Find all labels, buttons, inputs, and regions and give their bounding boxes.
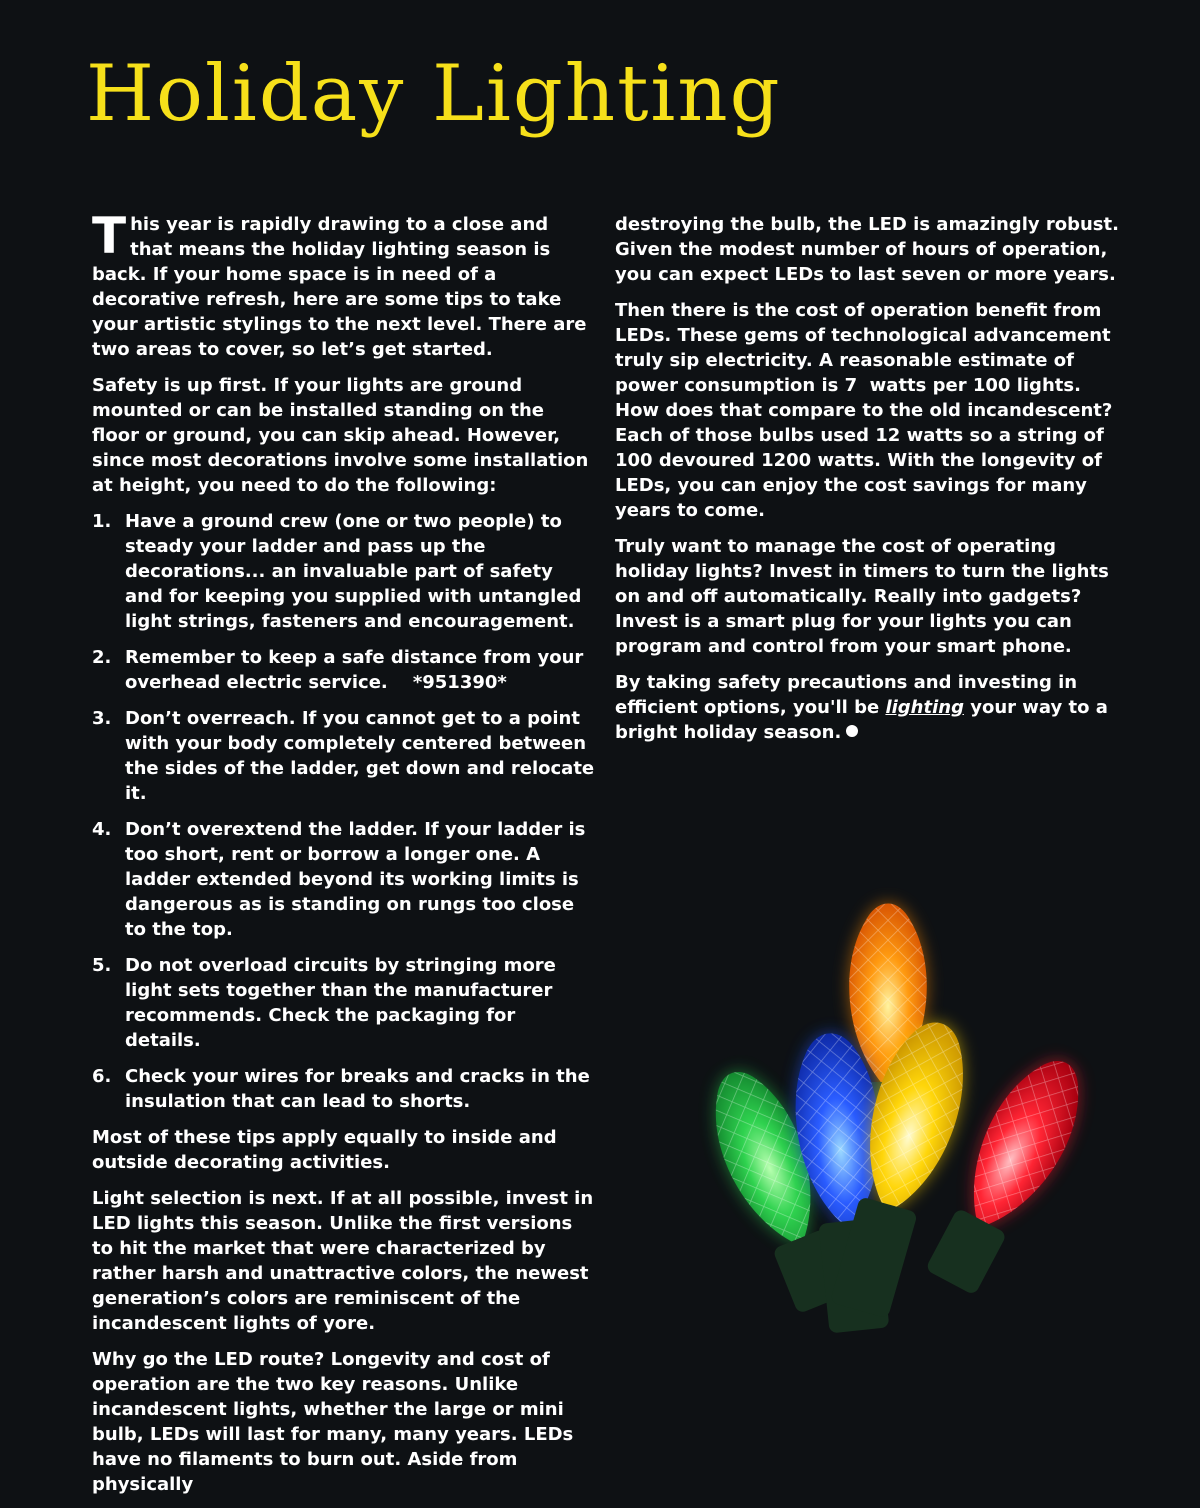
list-item-text: Have a ground crew (one or two people) to steady your ladder and pass up the decorations... an invaluable part of safety and for keeping you supplied with untangled light strings, fasteners and encouragement. (125, 511, 582, 632)
list-item-text: Do not overload circuits by stringing more light sets together than the manufacturer recommends. Check the packaging for details. (125, 955, 556, 1051)
list-item-text: Remember to keep a safe distance from your overhead electric service. *951390* (125, 647, 590, 693)
list-item (92, 1064, 596, 1114)
closing-text-end: your way to a bright holiday season. (615, 697, 1108, 743)
list-item-number: 3. (92, 708, 112, 729)
list-item-text: Don’t overreach. If you cannot get to a point with your body completely centered between the sides of the ladder, get down and relocate it. (125, 708, 595, 804)
list-item-text: Don’t overextend the ladder. If your ladder is too short, rent or borrow a longer one. A ladder extended beyond its working limits is dangerous as is standing on rungs too close to the top. (125, 819, 586, 940)
list-item-text: Check your wires for breaks and cracks in the insulation that can lead to shorts. (125, 1066, 590, 1112)
list-item-number: 6. (92, 1066, 112, 1087)
light-selection-paragraph: Light selection is next. If at all possible, invest in LED lights this season. Unlike the first versions to hit the market that were characterized by rather harsh and unattractive colors, the newest generation’s colors are reminiscent of the incandescent lights of yore. (92, 1188, 594, 1334)
intro-paragraph (92, 207, 596, 362)
continued-paragraph: destroying the bulb, the LED is amazingly robust. Given the modest number of hours of operation, you can expect LEDs to last seven or more years. (615, 214, 1119, 285)
left-column (92, 207, 596, 1508)
list-item (92, 953, 596, 1053)
cost-paragraph: Then there is the cost of operation benefit from LEDs. These gems of technological advancement truly sip electricity. A reasonable estimate of power consumption is 7 watts per 100 lights. How does that compare to the old incandescent? Each of those bulbs used 12 watts so a string of 100 devoured 1200 watts. With the longevity of LEDs, you can enjoy the cost savings for many years to come. (615, 300, 1119, 521)
list-item-number: 5. (92, 955, 112, 976)
list-item-number: 2. (92, 647, 112, 668)
list-item (92, 509, 596, 634)
drop-cap: T (92, 207, 127, 265)
right-column (615, 212, 1127, 756)
safety-paragraph: Safety is up first. If your lights are ground mounted or can be installed standing on the floor or ground, you can skip ahead. However, since most decorations involve some installation at height, you need to do the following: (92, 375, 589, 496)
why-led-paragraph: Why go the LED route? Longevity and cost of operation are the two key reasons. Unlike incandescent lights, whether the large or mini bulb, LEDs will last for many, many years. LEDs have no filaments to burn out. Aside from physically (92, 1349, 574, 1495)
led-lights-illustration (660, 880, 1140, 1350)
list-item (92, 645, 596, 695)
closing-paragraph (615, 670, 1127, 745)
list-item-number: 4. (92, 819, 112, 840)
end-of-article-bullet-icon (846, 725, 858, 737)
list-item (92, 706, 596, 806)
list-item-number: 1. (92, 511, 112, 532)
closing-text-start: By taking safety precautions and investing in efficient options, you'll be (615, 672, 1078, 718)
intro-text: his year is rapidly drawing to a close and that means the holiday lighting season is back. If your home space is in need of a decorative refresh, here are some tips to take your artistic stylings to the next level. There are two areas to cover, so let’s get started. (92, 214, 587, 360)
tips-apply-paragraph: Most of these tips apply equally to inside and outside decorating activities. (92, 1127, 557, 1173)
lighting-link[interactable]: lighting (885, 697, 964, 718)
list-item (92, 817, 596, 942)
safety-tips-list (92, 509, 596, 1114)
page-title: Holiday Lighting (86, 49, 782, 139)
timers-paragraph: Truly want to manage the cost of operating holiday lights? Invest in timers to turn the lights on and off automatically. Really into gadgets? Invest is a smart plug for your lights you can program and control from your smart phone. (615, 536, 1109, 657)
